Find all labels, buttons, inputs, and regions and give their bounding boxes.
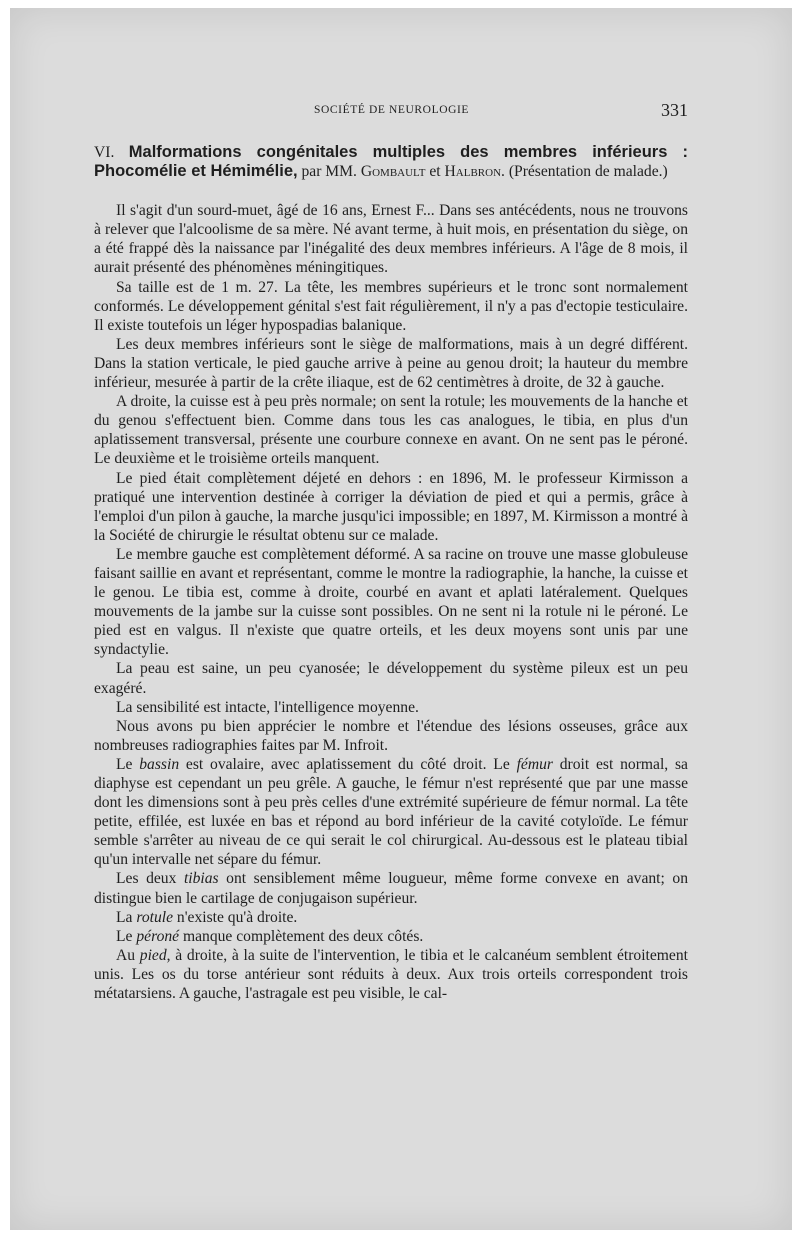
paragraph: La peau est saine, un peu cyanosée; le développement du système pileux est un peu exagéré. — [94, 660, 688, 697]
running-header — [94, 100, 688, 122]
paragraph: Il s'agit d'un sourd-muet, âgé de 16 ans, Ernest F... Dans ses antécédents, nous ne trouvons à relever que l'alcoolisme de sa mère. Né avant terme, à huit mois, en présentation du siège, on a été frappé dès la naissance par l'inégalité des deux membres inférieurs. A l'âge de 8 mois, il aurait présenté des phénomènes méningitiques. — [94, 202, 688, 277]
paragraph — [94, 946, 688, 1003]
paragraph — [94, 908, 688, 927]
text-run: , à droite, à la suite de l'intervention, le tibia et le calcanéum semblent étroitement unis. Les os du torse antérieur sont réduits à deux. Aux trois orteils correspondent trois métatarsiens. A gauche, l'astragale est peu visible, le cal- — [94, 946, 688, 1003]
text-run: Le — [116, 927, 137, 945]
paragraph: Le pied était complètement déjeté en dehors : en 1896, M. le professeur Kirmisson a pratiqué une intervention destinée à corriger la déviation de pied et qui a permis, grâce à l'emploi d'un pilon à gauche, la marche jusqu'ici impossible; en 1897, M. Kirmisson a montré à la Société de chirurgie le résultat obtenu sur ce malade. — [94, 469, 688, 544]
italic-term: pied — [139, 946, 167, 964]
article-number: VI. — [94, 144, 115, 161]
text-run: n'existe qu'à droite. — [173, 908, 298, 926]
paragraph: Les deux membres inférieurs sont le siège de malformations, mais à un degré différent. Dans la station verticale, le pied gauche arrive à peine au genou droit; la hauteur du membre inférieur, mesurée à partir de la crête iliaque, est de 62 centimètres à droite, de 32 à gauche. — [94, 335, 688, 392]
text-run: ont sensiblement même lougueur, même forme convexe en avant; on distingue bien le cartilage de conjugaison supérieur. — [94, 870, 688, 907]
paragraph — [94, 869, 688, 907]
page-number: 331 — [661, 100, 688, 120]
italic-term: péroné — [136, 927, 180, 945]
article-title-tail: . (Présentation de malade.) — [501, 163, 668, 181]
article-body — [94, 143, 688, 1003]
article-byline: par MM. — [297, 163, 361, 181]
text-run: manque complètement des deux côtés. — [179, 927, 424, 945]
paragraph: Sa taille est de 1 m. 27. La tête, les membres supérieurs et le tronc sont normalement conformés. Le développement génital s'est fait régulièrement, il n'y a pas d'ectopie testiculaire. Il existe toutefois un léger hypospadias balanique. — [94, 278, 688, 334]
paragraph: Nous avons pu bien apprécier le nombre et l'étendue des lésions osseuses, grâce aux nombreuses radiographies faites par M. Infroit. — [94, 717, 688, 754]
text-run: droit est normal, sa diaphyse est cependant un peu grêle. A gauche, le fémur n'est représenté que par une masse dont les dimensions sont à peu près celles d'une extrémité supérieure de fémur normal. La tête petite, effilée, est luxée en bas et répond au bord inférieur de la cavité cotyloïde. Le fémur semble s'arrêter au niveau de ce qui serait le col chirurgical. Au-dessous est le plateau tibial qu'un intervalle net sépare du fémur. — [94, 755, 688, 869]
text-run: Le — [116, 755, 140, 773]
text-run: est ovalaire, avec aplatissement du côté droit. Le — [179, 755, 517, 773]
author-halbron: Halbron — [444, 163, 502, 181]
paragraph — [94, 927, 688, 946]
paragraph: Le membre gauche est complètement déformé. A sa racine on trouve une masse globuleuse faisant saillie en avant et représentant, comme le montre la radiographie, la hanche, la cuisse et le genou. Le tibia est, comme à droite, courbé en avant et aplati latéralement. Quelques mouvements de la jambe sur la cuisse sont possibles. On ne sent ni la rotule ni le péroné. Le pied est en valgus. Il n'existe que quatre orteils, et les deux moyens sont unis par une syndactylie. — [94, 545, 688, 659]
italic-term: rotule — [136, 908, 174, 926]
author-gombault: Gombault — [360, 163, 426, 181]
article-title-bold: Malformations congénitales multiples des membres inférieurs : Phocomélie et Hémimélie, — [94, 143, 688, 181]
italic-term: bassin — [139, 755, 180, 773]
text-run: La — [116, 908, 137, 926]
running-title: SOCIÉTÉ DE NEUROLOGIE — [314, 104, 470, 116]
byline-and: et — [425, 163, 445, 181]
italic-term: tibias — [183, 870, 219, 888]
text-run: Au — [116, 946, 140, 964]
text-run: Les deux — [116, 870, 184, 888]
paragraph — [94, 755, 688, 870]
article-title — [94, 143, 688, 181]
paragraph: La sensibilité est intacte, l'intelligence moyenne. — [116, 698, 419, 716]
paragraph: A droite, la cuisse est à peu près normale; on sent la rotule; les mouvements de la hanche et du genou s'effectuent bien. Comme dans tous les cas analogues, le tibia, en plus d'un aplatissement transversal, présente une courbure connexe en avant. On ne sent pas le péroné. Le deuxième et le troisième orteils manquent. — [94, 393, 688, 468]
italic-term: fémur — [516, 755, 553, 773]
